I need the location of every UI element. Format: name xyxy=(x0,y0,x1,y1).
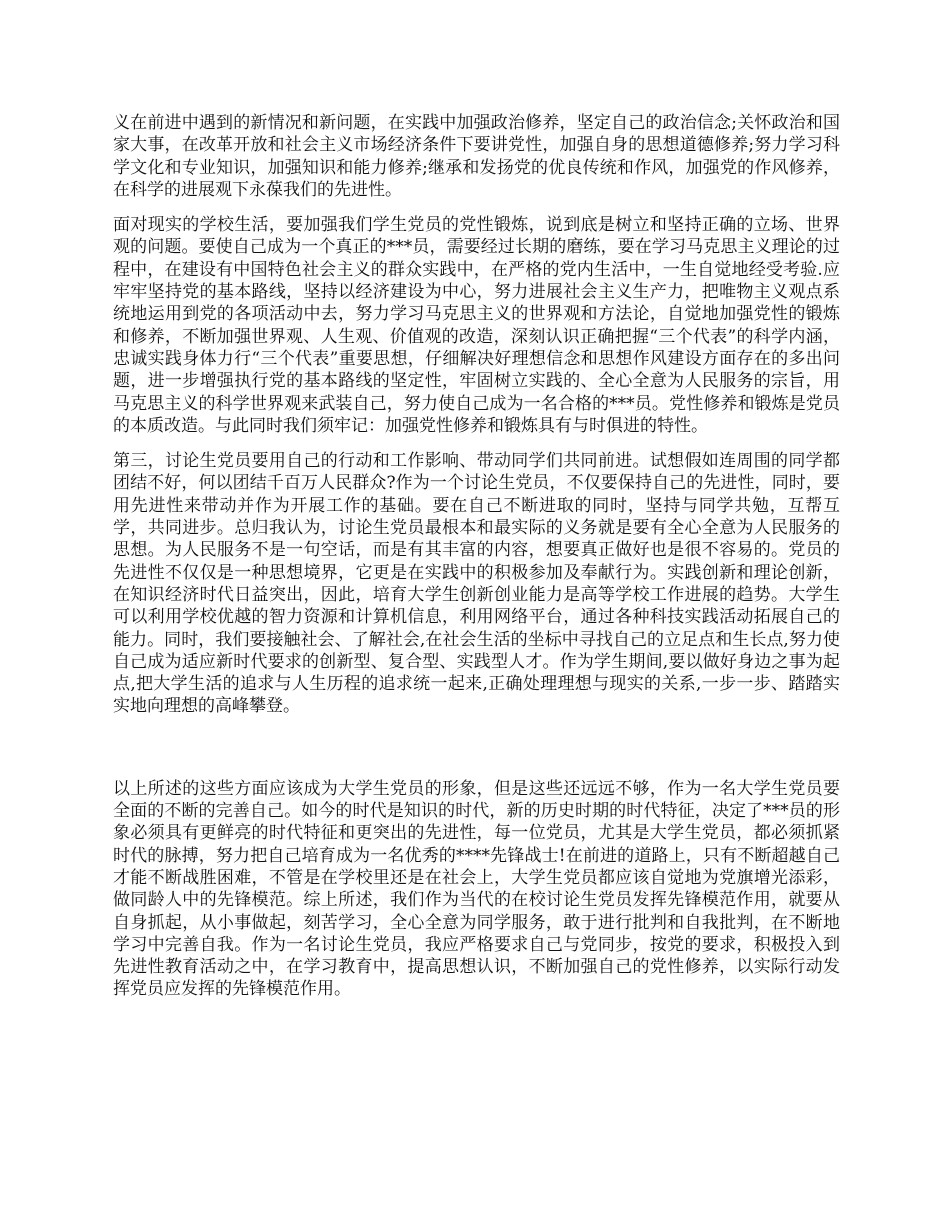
paragraph-3: 第三，讨论生党员要用自己的行动和工作影响、带动同学们共同前进。试想假如连周围的同学都团结不好，何以团结千百万人民群众?作为一个讨论生党员，不仅要保持自己的先进性，同时，要用先进性来带动并作为开展工作的基础。要在自己不断进取的同时，坚持与同学共勉，互帮互学，共同进步。总归我认为，讨论生党员最根本和最实际的义务就是要有全心全意为人民服务的思想。为人民服务不是一句空话，而是有其丰富的内容，想要真正做好也是很不容易的。党员的先进性不仅仅是一种思想境界，它更是在实践中的积极参加及奉献行为。实践创新和理论创新，在知识经济时代日益突出，因此，培育大学生创新创业能力是高等学校工作进展的趋势。大学生可以利用学校优越的智力资源和计算机信息，利用网络平台，通过各种科技实践活动拓展自己的能力。同时，我们要接触社会、了解社会,在社会生活的坐标中寻找自己的立足点和生长点,努力使自己成为适应新时代要求的创新型、复合型、实践型人才。作为学生期间,要以做好身边之事为起点,把大学生活的追求与人生历程的追求统一起来,正确处理理想与现实的关系,一步一步、踏踏实实地向理想的高峰攀登。 xyxy=(113,451,840,717)
paragraph-2: 面对现实的学校生活，要加强我们学生党员的党性锻炼，说到底是树立和坚持正确的立场、世界观的问题。要使自己成为一个真正的***员，需要经过长期的磨练，要在学习马克思主义理论的过程中，在建设有中国特色社会主义的群众实践中，在严格的党内生活中，一生自觉地经受考验.应牢牢坚持党的基本路线，坚持以经济建设为中心，努力进展社会主义生产力，把唯物主义观点系统地运用到党的各项活动中去，努力学习马克思主义的世界观和方法论，自觉地加强党性的锻炼和修养，不断加强世界观、人生观、价值观的改造，深刻认识正确把握“三个代表”的科学内涵，忠诚实践身体力行“三个代表”重要思想，仔细解决好理想信念和思想作风建设方面存在的多出问题，进一步增强执行党的基本路线的坚定性，牢固树立实践的、全心全意为人民服务的宗旨，用马克思主义的科学世界观来武装自己，努力使自己成为一名合格的***员。党性修养和锻炼是党员的本质改造。与此同时我们须牢记：加强党性修养和锻炼具有与时俱进的特性。 xyxy=(113,215,840,436)
document-body xyxy=(113,112,840,1001)
paragraph-4: 以上所述的这些方面应该成为大学生党员的形象，但是这些还远远不够，作为一名大学生党员要全面的不断的完善自己。如今的时代是知识的时代，新的历史时期的时代特征，决定了***员的形象必须具有更鲜亮的时代特征和更突出的先进性，每一位党员，尤其是大学生党员，都必须抓紧时代的脉搏，努力把自己培育成为一名优秀的****先锋战士!在前进的道路上，只有不断超越自己才能不断战胜困难，不管是在学校里还是在社会上，大学生党员都应该自觉地为党旗增光添彩，做同龄人中的先锋模范。综上所述，我们作为当代的在校讨论生党员发挥先锋模范作用，就要从自身抓起，从小事做起，刻苦学习，全心全意为同学服务，敢于进行批判和自我批判，在不断地学习中完善自我。作为一名讨论生党员，我应严格要求自己与党同步，按党的要求，积极投入到先进性教育活动之中，在学习教育中，提高思想认识，不断加强自己的党性修养，以实际行动发挥党员应发挥的先锋模范作用。 xyxy=(113,778,840,1000)
paragraph-1: 义在前进中遇到的新情况和新问题，在实践中加强政治修养，坚定自己的政治信念;关怀政治和国家大事，在改革开放和社会主义市场经济条件下要讲党性，加强自身的思想道德修养;努力学习科学文化和专业知识，加强知识和能力修养;继承和发扬党的优良传统和作风，加强党的作风修养，在科学的进展观下永葆我们的先进性。 xyxy=(113,113,840,200)
